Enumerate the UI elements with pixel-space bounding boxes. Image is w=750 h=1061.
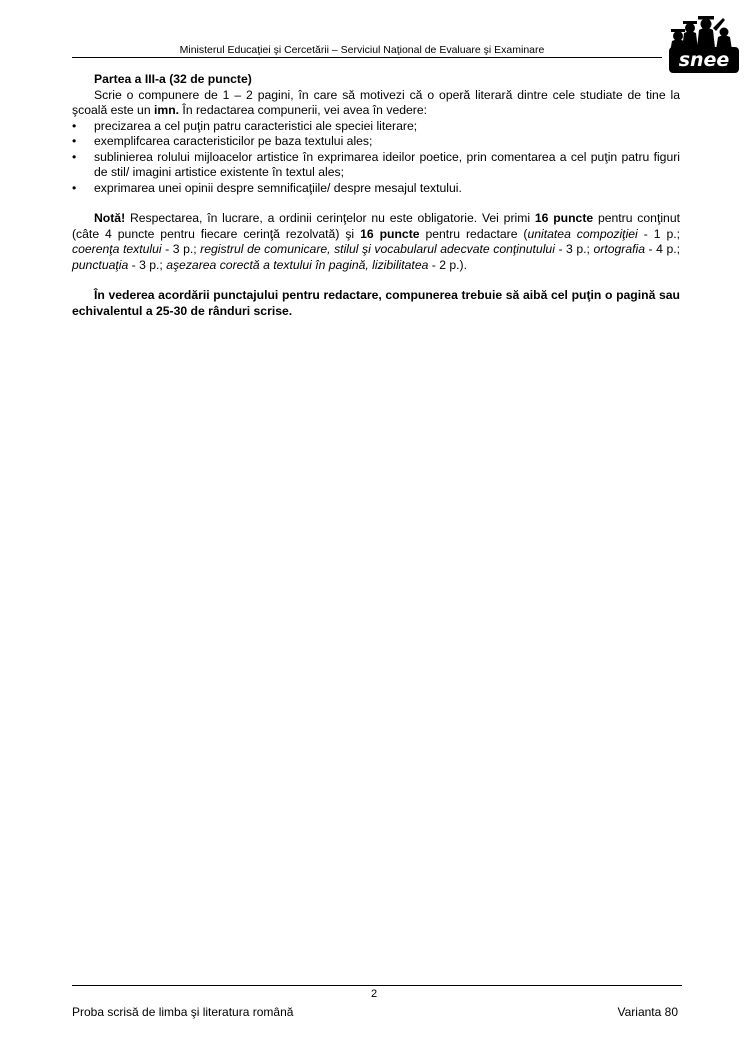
page-number: 2: [370, 988, 378, 1000]
length-requirement: În vederea acordării punctajului pentru redactare, compunerea trebuie să aibă cel puţin o pagină sau echivalentul a 25-30 de rânduri scrise.: [72, 288, 680, 318]
footer-divider: [72, 985, 682, 986]
task-intro: Scrie o compunere de 1 – 2 pagini, în care să motivezi că o operă literară dintre cele studiate de tine la şcoală este un imn. În redactarea compunerii, vei avea în vedere:: [72, 87, 680, 117]
graduates-silhouette: [670, 16, 732, 52]
document-body: [72, 72, 680, 319]
grading-note: Notă! Respectarea, în lucrare, a ordinii cerinţelor nu este obligatorie. Vei primi 16 puncte pentru conţinut (câte 4 puncte pentru fiecare cerinţă rezolvată) şi 16 puncte pentru redactare (unitatea compoziţiei - 1 p.; coerenţa textului - 3 p.; registrul de comunicare, stilul şi vocabularul adecvate conţinutului - 3 p.; ortografia - 4 p.; punctuaţia - 3 p.; aşezarea corectă a textului în pagină, lizibilitatea - 2 p.).: [72, 211, 681, 272]
footer-variant: Varianta 80: [617, 1005, 678, 1019]
section-title: Partea a III-a (32 de puncte): [94, 72, 252, 86]
list-item: • sublinierea rolului mijloacelor artistice în exprimarea ideilor poetice, prin comentarea a cel puţin patru figuri de stil/ imagini artistice existente în textul ales;: [72, 149, 680, 179]
list-item: • precizarea a cel puţin patru caracteristici ale speciei literare;: [72, 118, 418, 133]
header-divider: [72, 57, 662, 58]
footer-exam-title: Proba scrisă de limba şi literatura română: [72, 1005, 294, 1019]
list-item: • exemplifcarea caracteristicilor pe baza textului ales;: [72, 134, 373, 148]
header-title: Ministerul Educaţiei şi Cercetării – Serviciul Naţional de Evaluare şi Examinare: [179, 44, 545, 56]
logo-text: snee: [678, 49, 730, 71]
snee-logo: [668, 14, 740, 74]
list-item: • exprimarea unei opinii despre semnificaţiile/ despre mesajul textului.: [72, 180, 462, 195]
requirements-list: [72, 119, 680, 197]
